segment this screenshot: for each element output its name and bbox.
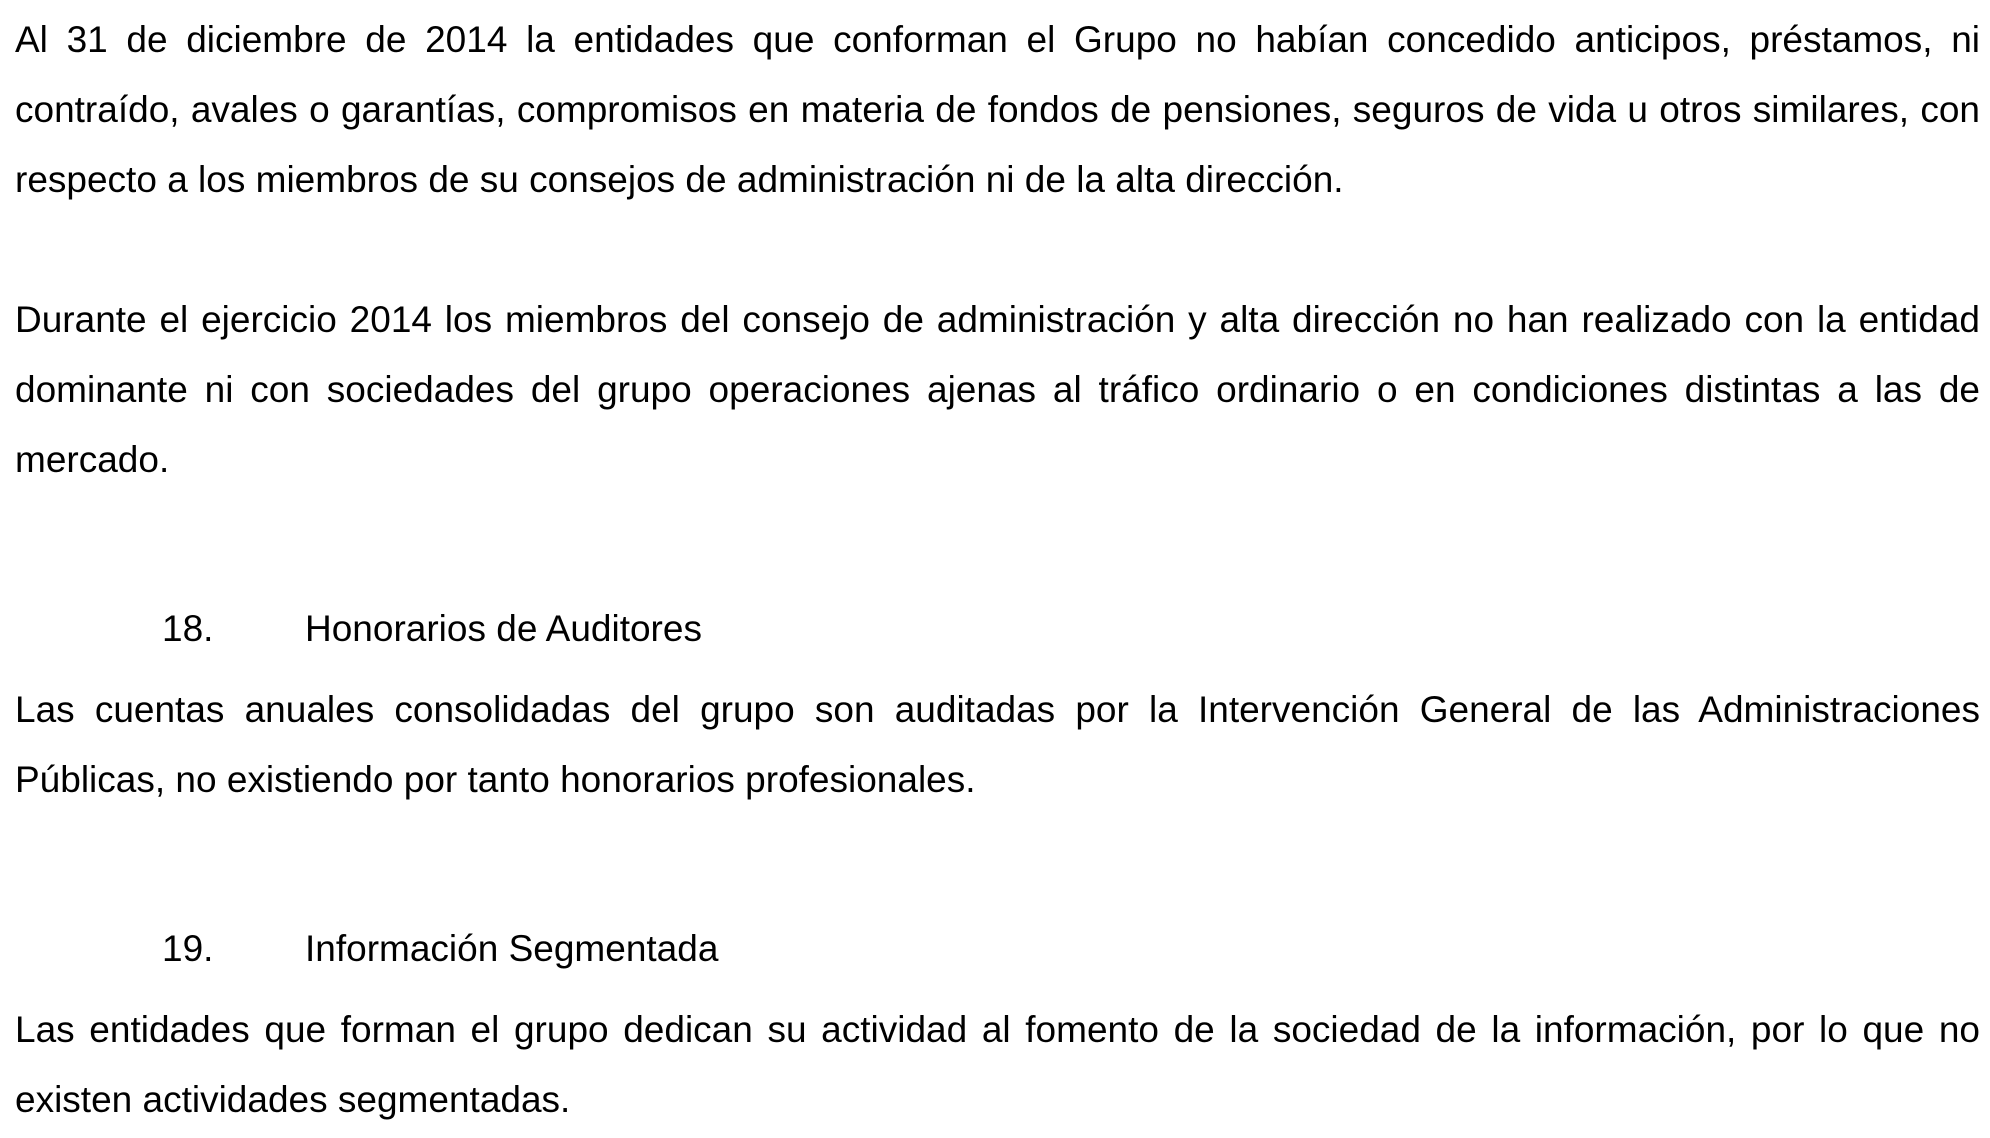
section-heading-18 xyxy=(0,594,1990,664)
paragraph-segment-information: Las entidades que forman el grupo dedican su actividad al fomento de la sociedad de la información, por lo que no existen actividades segmentadas. xyxy=(15,1009,1980,1120)
section-number: 18. xyxy=(162,608,214,649)
paragraph-auditor-fees: Las cuentas anuales consolidadas del grupo son auditadas por la Intervención General de las Administraciones Públicas, no existiendo por tanto honorarios profesionales. xyxy=(15,689,1980,800)
paragraph-board-operations: Durante el ejercicio 2014 los miembros del consejo de administración y alta dirección no han realizado con la entidad dominante ni con sociedades del grupo operaciones ajenas al tráfico ordinario o en condiciones distintas a las de mercado. xyxy=(15,299,1980,480)
section-title: Información Segmentada xyxy=(305,928,719,969)
paragraph-advances-guarantees: Al 31 de diciembre de 2014 la entidades que conforman el Grupo no habían concedido anticipos, préstamos, ni contraído, avales o garantías, compromisos en materia de fondos de pensiones, seguros de vida u otros similares, con respecto a los miembros de su consejos de administración ni de la alta dirección. xyxy=(15,19,1980,200)
section-title: Honorarios de Auditores xyxy=(305,608,702,649)
section-heading-19 xyxy=(0,914,1990,984)
section-number: 19. xyxy=(162,928,214,969)
